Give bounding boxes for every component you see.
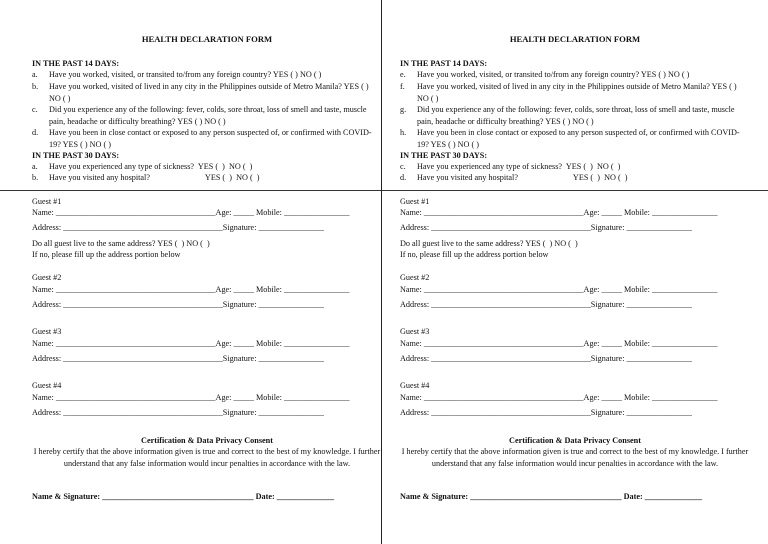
past-14-days-header: IN THE PAST 14 DAYS:: [32, 59, 120, 68]
question-letter: h.: [400, 128, 407, 137]
name-signature-date-line[interactable]: Name & Signature: _____________________________________ Date: ______________: [400, 492, 703, 501]
guest-2-address-field[interactable]: Address: _______________________________________Signature: ________________: [400, 300, 693, 309]
guest-1-label: Guest #1: [32, 197, 62, 206]
horizontal-divider-right: [382, 190, 768, 191]
guest-1-label: Guest #1: [400, 197, 430, 206]
question-text: Have you worked, visited, or transited to/from any foreign country? YES ( ) NO ( ): [417, 70, 690, 79]
question-text: Have you experienced any type of sickness? YES ( ) NO ( ): [49, 162, 253, 171]
question-text: Did you experience any of the following: fever, colds, sore throat, loss of smell and taste, muscle pain, headache or difficulty breathing? YES ( ) NO ( ): [49, 105, 367, 126]
past-14-days-header: IN THE PAST 14 DAYS:: [400, 59, 488, 68]
question-letter: d.: [400, 173, 407, 182]
guest-4-label: Guest #4: [32, 381, 62, 390]
question-letter: d.: [32, 128, 39, 137]
question-text: Have you worked, visited of lived in any city in the Philippines outside of Metro Manila? YES ( ) NO ( ): [417, 82, 737, 103]
certification-text: I hereby certify that the above information given is true and correct to the best of my knowledge. I further understand that any false information would incur penalties in accordance with the law.: [401, 447, 749, 468]
past-30-days-header: IN THE PAST 30 DAYS:: [32, 151, 120, 160]
question-letter: f.: [400, 82, 405, 91]
guest-3-name-field[interactable]: Name: _______________________________________Age: _____ Mobile: ________________: [400, 339, 718, 348]
guest-4-name-field[interactable]: Name: _______________________________________Age: _____ Mobile: ________________: [32, 393, 350, 402]
horizontal-divider-left: [0, 190, 381, 191]
question-letter: a.: [32, 162, 38, 171]
certification-title: Certification & Data Privacy Consent: [141, 436, 273, 445]
guest-4-address-field[interactable]: Address: _______________________________________Signature: ________________: [400, 408, 693, 417]
if-no-instruction: If no, please fill up the address portion below: [400, 250, 549, 259]
question-text: Have you visited any hospital? YES ( ) NO ( ): [49, 173, 260, 182]
name-signature-date-line[interactable]: Name & Signature: _____________________________________ Date: ______________: [32, 492, 335, 501]
question-text: Have you worked, visited of lived in any city in the Philippines outside of Metro Manila? YES ( ) NO ( ): [49, 82, 369, 103]
guest-1-address-field[interactable]: Address: _______________________________________Signature: ________________: [32, 223, 325, 232]
question-text: Have you been in close contact or exposed to any person suspected of, or confirmed with COVID-19? YES ( ) NO ( ): [417, 128, 740, 149]
guest-4-name-field[interactable]: Name: _______________________________________Age: _____ Mobile: ________________: [400, 393, 718, 402]
guest-2-address-field[interactable]: Address: _______________________________________Signature: ________________: [32, 300, 325, 309]
if-no-instruction: If no, please fill up the address portion below: [32, 250, 181, 259]
past-30-days-header: IN THE PAST 30 DAYS:: [400, 151, 488, 160]
question-text: Did you experience any of the following: fever, colds, sore throat, loss of smell and taste, muscle pain, headache or difficulty breathing? YES ( ) NO ( ): [417, 105, 735, 126]
certification-title: Certification & Data Privacy Consent: [509, 436, 641, 445]
question-letter: a.: [32, 70, 38, 79]
guest-1-address-field[interactable]: Address: _______________________________________Signature: ________________: [400, 223, 693, 232]
guest-3-address-field[interactable]: Address: _______________________________________Signature: ________________: [400, 354, 693, 363]
guest-3-label: Guest #3: [400, 327, 430, 336]
question-letter: g.: [400, 105, 407, 114]
question-letter: c.: [32, 105, 38, 114]
guest-1-name-field[interactable]: Name: _______________________________________Age: _____ Mobile: ________________: [32, 208, 350, 217]
guest-2-name-field[interactable]: Name: _______________________________________Age: _____ Mobile: ________________: [32, 285, 350, 294]
question-text: Have you visited any hospital? YES ( ) NO ( ): [417, 173, 628, 182]
question-text: Have you been in close contact or exposed to any person suspected of, or confirmed with COVID-19? YES ( ) NO ( ): [49, 128, 372, 149]
same-address-question: Do all guest live to the same address? YES ( ) NO ( ): [400, 239, 578, 248]
guest-4-address-field[interactable]: Address: _______________________________________Signature: ________________: [32, 408, 325, 417]
question-letter: c.: [400, 162, 406, 171]
certification-text: I hereby certify that the above information given is true and correct to the best of my knowledge. I further understand that any false information would incur penalties in accordance with the law.: [33, 447, 381, 468]
guest-2-name-field[interactable]: Name: _______________________________________Age: _____ Mobile: ________________: [400, 285, 718, 294]
guest-2-label: Guest #2: [400, 273, 430, 282]
guest-3-label: Guest #3: [32, 327, 62, 336]
form-title: HEALTH DECLARATION FORM: [509, 34, 641, 44]
guest-3-address-field[interactable]: Address: _______________________________________Signature: ________________: [32, 354, 325, 363]
question-letter: e.: [400, 70, 406, 79]
question-text: Have you worked, visited, or transited to/from any foreign country? YES ( ) NO ( ): [49, 70, 322, 79]
form-title: HEALTH DECLARATION FORM: [141, 34, 273, 44]
guest-2-label: Guest #2: [32, 273, 62, 282]
guest-4-label: Guest #4: [400, 381, 430, 390]
guest-1-name-field[interactable]: Name: _______________________________________Age: _____ Mobile: ________________: [400, 208, 718, 217]
question-letter: b.: [32, 82, 39, 91]
question-letter: b.: [32, 173, 39, 182]
same-address-question: Do all guest live to the same address? YES ( ) NO ( ): [32, 239, 210, 248]
question-text: Have you experienced any type of sickness? YES ( ) NO ( ): [417, 162, 621, 171]
guest-3-name-field[interactable]: Name: _______________________________________Age: _____ Mobile: ________________: [32, 339, 350, 348]
